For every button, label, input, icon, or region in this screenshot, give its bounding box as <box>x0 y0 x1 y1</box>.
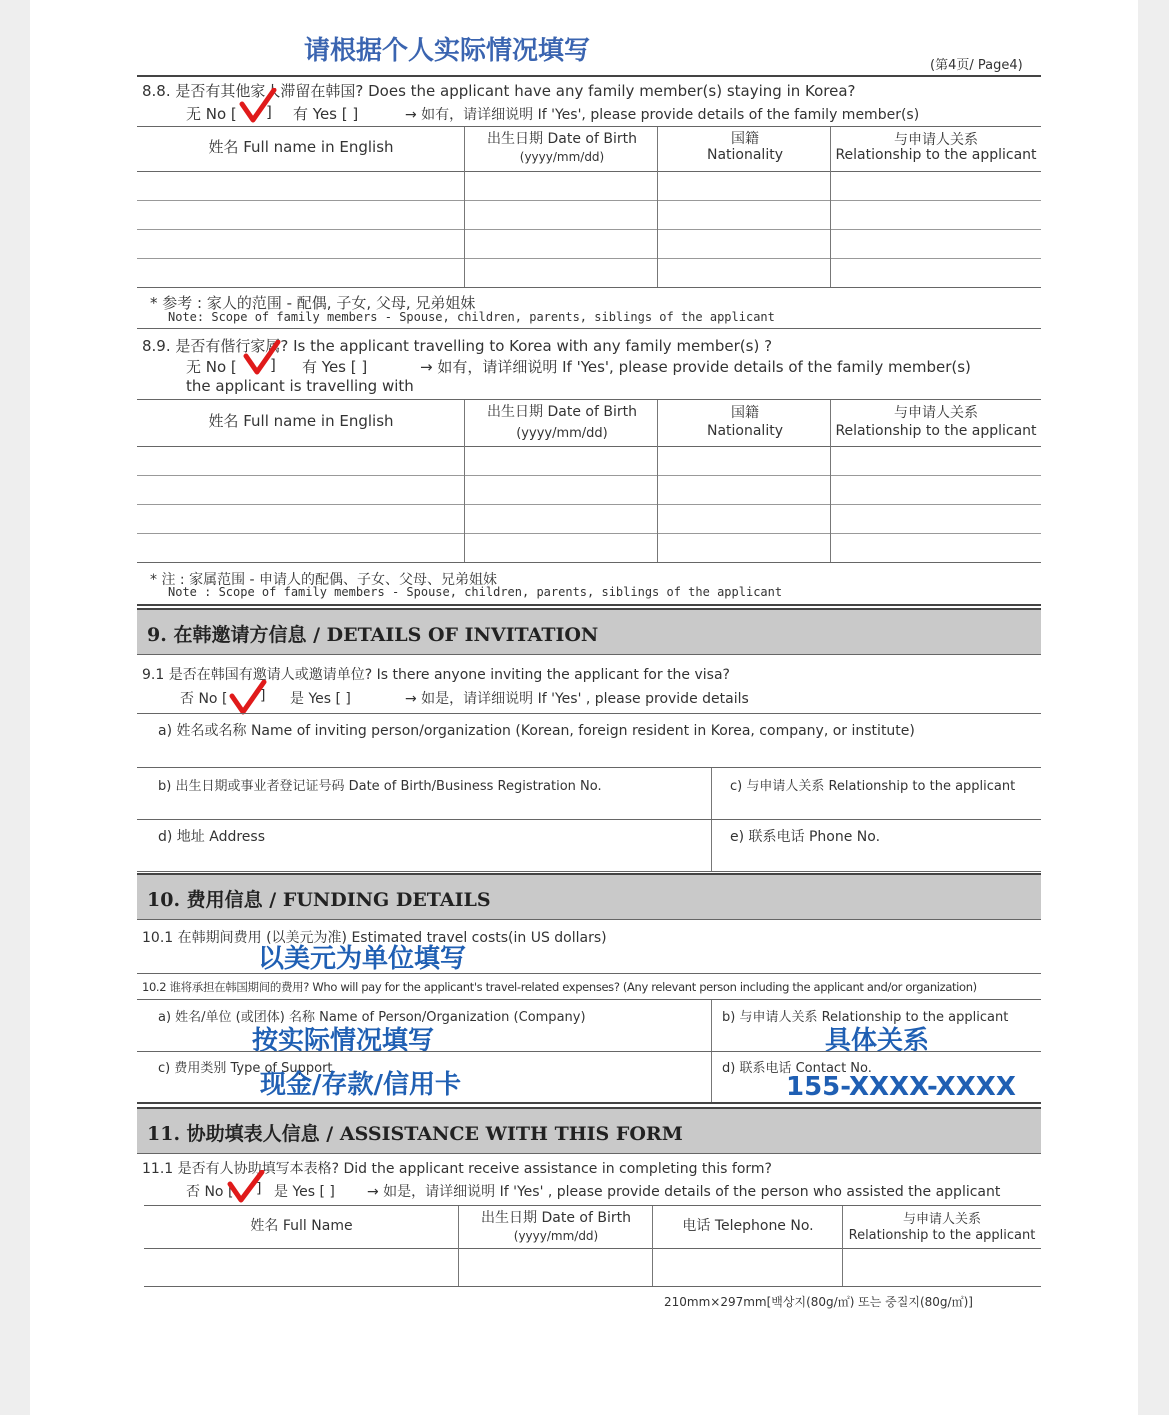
note-8-9-cn: * 注 : 家属范围 - 申请人的配偶、子女、父母、兄弟姐妹 <box>150 572 498 588</box>
col-assistant-relationship-cn: 与申请人关系 <box>902 1212 981 1227</box>
q89-details-instruction: → 如有，请详细说明 If 'Yes', please provide details of the family member(s) <box>420 358 971 376</box>
note-8-8-cn: * 参考 : 家人的范围 - 配偶, 子女, 父母, 兄弟姐妹 <box>150 294 476 312</box>
q91-yes-option[interactable]: 是 Yes [ ] <box>290 691 351 707</box>
section-9-banner <box>137 608 1041 655</box>
check-mark-icon <box>228 680 268 716</box>
q88-details-instruction: → 如有，请详细说明 If 'Yes', please provide details of the family member(s) <box>405 107 920 123</box>
check-mark-icon <box>238 88 278 124</box>
field-10b-relationship[interactable]: b) 与申请人关系 Relationship to the applicant <box>722 1010 1009 1025</box>
q89-details-line: the applicant is travelling with <box>186 377 414 395</box>
question-9-1: 9.1 是否在韩国有邀请人或邀请单位? Is there anyone inviting the applicant for the visa? <box>142 667 730 683</box>
annotation-support-type: 现金/存款/信用卡 <box>260 1070 461 1100</box>
field-9d-address[interactable]: d) 地址 Address <box>158 829 266 845</box>
col-assistant-relationship: Relationship to the applicant <box>848 1228 1036 1243</box>
q88-no-close: ] <box>266 103 272 121</box>
field-10a-payer-name[interactable]: a) 姓名/单位 (或团体) 名称 Name of Person/Organization (Company) <box>158 1010 586 1025</box>
q111-yes-option[interactable]: 是 Yes [ ] <box>274 1184 335 1200</box>
section-10-banner <box>137 873 1041 920</box>
q91-details-instruction: → 如是，请详细说明 If 'Yes' , please provide details <box>405 691 749 707</box>
paper-spec-footer: 210mm×297mm[백상지(80g/㎡) 또는 중질지(80g/㎡)] <box>664 1295 973 1309</box>
col-full-name: 姓名 Full name in English <box>208 138 394 156</box>
check-mark-icon <box>242 340 282 376</box>
col-full-name: 姓名 Full name in English <box>208 412 394 430</box>
annotation-usd: 以美元为单位填写 <box>258 944 467 974</box>
col-assistant-dob: 出生日期 Date of Birth <box>481 1210 631 1226</box>
q88-no-option[interactable]: 无 No [ <box>186 105 237 123</box>
col-date-of-birth: 出生日期 Date of Birth <box>487 404 637 420</box>
q111-no-close: ] <box>256 1181 262 1197</box>
q91-no-option[interactable]: 否 No [ <box>180 691 228 707</box>
q89-no-close: ] <box>270 356 276 374</box>
col-relationship: Relationship to the applicant <box>835 147 1037 163</box>
question-8-8: 8.8. 是否有其他家人滞留在韩国? Does the applicant have any family member(s) staying in Korea? <box>142 82 856 100</box>
annotation-phone: 155-XXXX-XXXX <box>786 1072 1016 1102</box>
col-dob-format: (yyyy/mm/dd) <box>519 150 605 164</box>
field-9c-relationship[interactable]: c) 与申请人关系 Relationship to the applicant <box>730 779 1016 794</box>
col-assistant-name: 姓名 Full Name <box>250 1218 353 1234</box>
section-10-title: 10. 费用信息 / FUNDING DETAILS <box>147 889 491 911</box>
question-8-9: 8.9. 是否有偕行家属? Is the applicant travelling to Korea with any family member(s) ? <box>142 337 773 355</box>
field-9e-phone[interactable]: e) 联系电话 Phone No. <box>730 829 881 845</box>
q88-yes-option[interactable]: 有 Yes [ ] <box>293 105 359 123</box>
question-10-1: 10.1 在韩期间费用 (以美元为准) Estimated travel costs(in US dollars) <box>142 930 607 946</box>
field-10c-support-type[interactable]: c) 费用类别 Type of Support <box>158 1061 333 1076</box>
annotation-payer-name: 按实际情况填写 <box>252 1026 435 1056</box>
col-assistant-phone: 电话 Telephone No. <box>682 1218 814 1234</box>
col-relationship-cn: 与申请人关系 <box>894 132 978 148</box>
col-nationality: Nationality <box>706 147 783 163</box>
q111-details-instruction: → 如是，请详细说明 If 'Yes' , please provide details of the person who assisted the applicant <box>367 1184 1001 1200</box>
q89-no-option[interactable]: 无 No [ <box>186 358 237 376</box>
field-9a-inviter-name[interactable]: a) 姓名或名称 Name of inviting person/organization (Korean, foreign resident in Korea, company, or institute) <box>158 723 915 739</box>
q91-no-close: ] <box>260 688 266 704</box>
col-relationship: Relationship to the applicant <box>835 423 1037 439</box>
col-relationship-cn: 与申请人关系 <box>894 405 978 421</box>
col-date-of-birth: 出生日期 Date of Birth <box>487 131 637 147</box>
col-nationality-cn: 国籍 <box>731 131 759 147</box>
section-9-title: 9. 在韩邀请方信息 / DETAILS OF INVITATION <box>147 624 599 646</box>
annotation-relationship: 具体关系 <box>825 1026 930 1056</box>
section-11-banner <box>137 1107 1041 1154</box>
q111-no-option[interactable]: 否 No [ <box>186 1184 234 1200</box>
q89-yes-option[interactable]: 有 Yes [ ] <box>302 358 368 376</box>
fill-instruction: 请根据个人实际情况填写 <box>304 36 591 66</box>
check-mark-icon <box>226 1170 266 1204</box>
field-10d-contact[interactable]: d) 联系电话 Contact No. <box>722 1061 872 1076</box>
field-9b-birth-or-reg-no[interactable]: b) 出生日期或事业者登记证号码 Date of Birth/Business Registration No. <box>158 779 602 794</box>
col-dob-format: (yyyy/mm/dd) <box>516 426 608 441</box>
question-11-1: 11.1 是否有人协助填写本表格? Did the applicant receive assistance in completing this form? <box>142 1161 772 1177</box>
col-assistant-dob-format: (yyyy/mm/dd) <box>513 1229 599 1243</box>
note-8-8-en: Note: Scope of family members - Spouse, children, parents, siblings of the applicant <box>168 310 775 324</box>
page-number: (第4页/ Page4) <box>930 58 1023 73</box>
col-nationality: Nationality <box>706 423 783 439</box>
note-8-9-en: Note : Scope of family members - Spouse, children, parents, siblings of the applicant <box>168 585 783 599</box>
question-10-2: 10.2 谁将承担在韩国期间的费用? Who will pay for the applicant's travel-related expenses? (Any relevant person including the applicant and/or organization) <box>142 980 977 994</box>
col-nationality-cn: 国籍 <box>731 405 759 421</box>
section-11-title: 11. 协助填表人信息 / ASSISTANCE WITH THIS FORM <box>147 1123 683 1145</box>
